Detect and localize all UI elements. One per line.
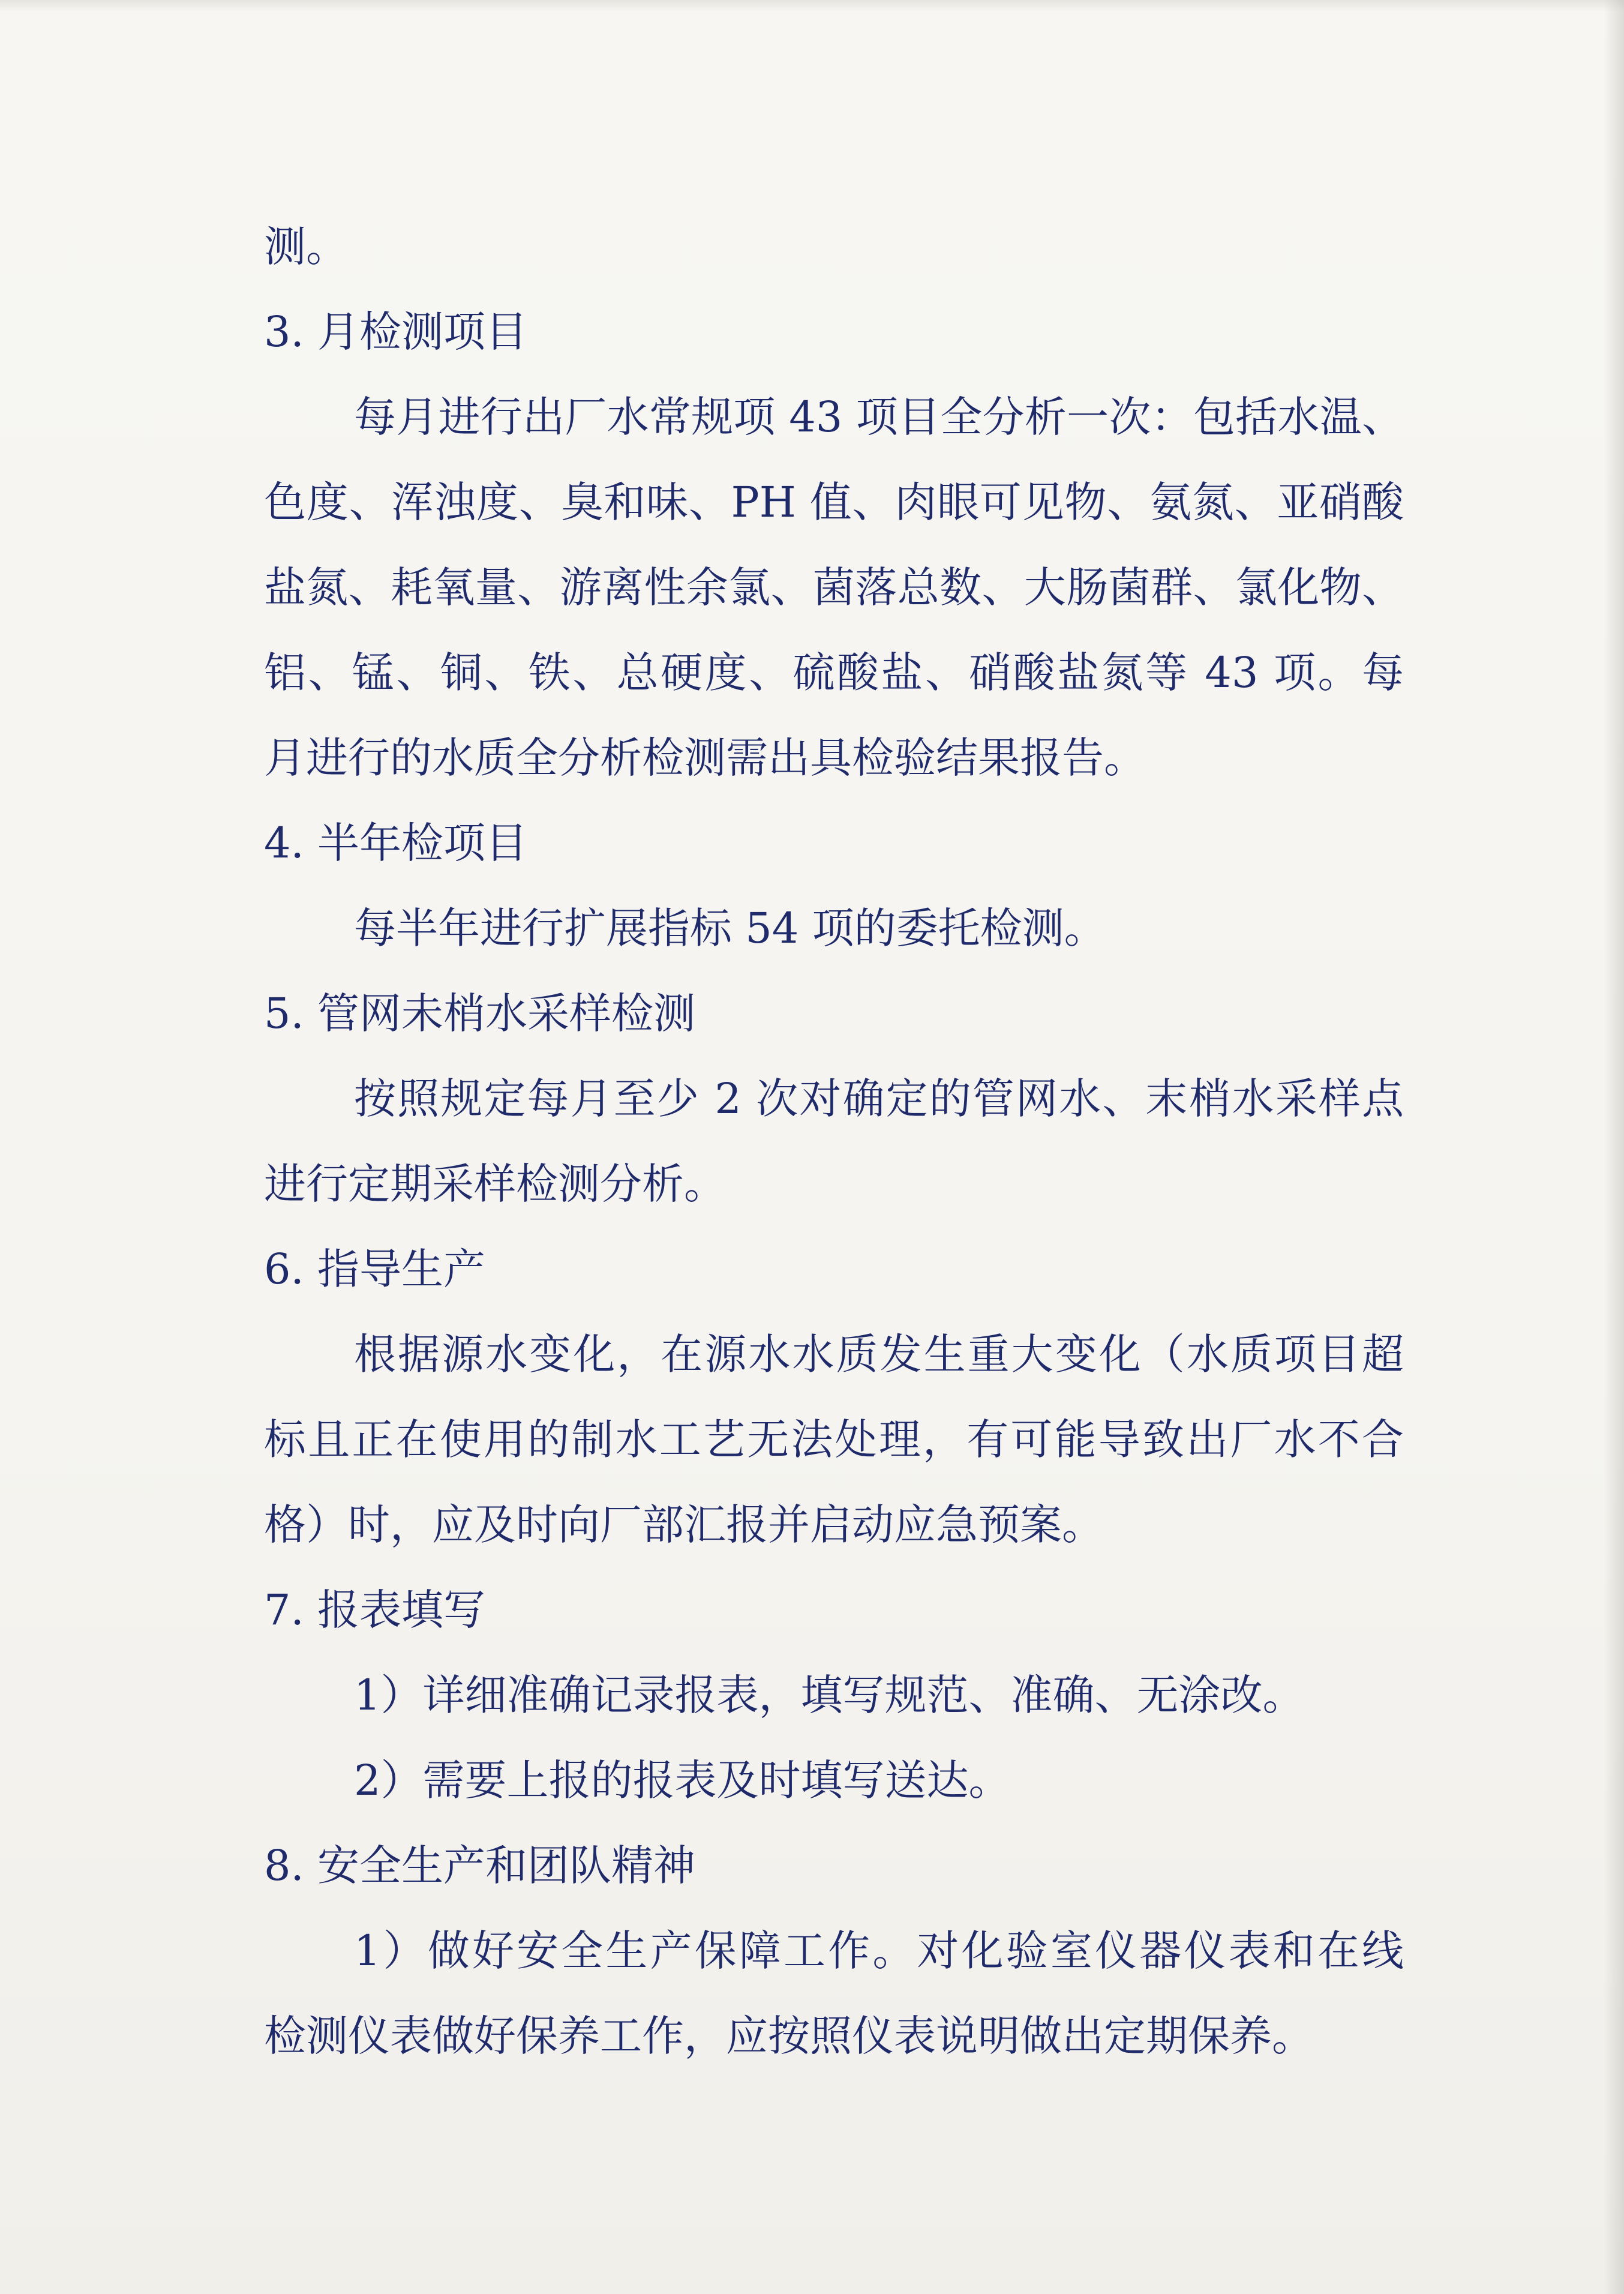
paragraph-line: 每月进行出厂水常规项 43 项目全分析一次：包括水温、 [354, 392, 1404, 442]
paragraph-line: 格）时，应及时向厂部汇报并启动应急预案。 [264, 1500, 1104, 1549]
paragraph-line: 铝、锰、铜、铁、总硬度、硫酸盐、硝酸盐氮等 43 项。每 [264, 648, 1404, 697]
paragraph-line: 检测仪表做好保养工作，应按照仪表说明做出定期保养。 [264, 2011, 1314, 2061]
document-body [264, 204, 1404, 2079]
page-top-shadow [0, 0, 1624, 12]
list-item: 2）需要上报的报表及时填写送达。 [354, 1756, 1011, 1805]
paragraph-line: 盐氮、耗氧量、游离性余氯、菌落总数、大肠菌群、氯化物、 [264, 563, 1404, 612]
paragraph-line: 色度、浑浊度、臭和味、PH 值、肉眼可见物、氨氮、亚硝酸 [264, 478, 1404, 527]
paragraph-line: 每半年进行扩展指标 54 项的委托检测。 [354, 904, 1106, 953]
section-heading-report-filling: 7. 报表填写 [264, 1585, 486, 1635]
page-right-shadow [1604, 0, 1624, 2294]
section-heading-network-sampling: 5. 管网未梢水采样检测 [264, 989, 696, 1038]
section-heading-half-year-tests: 4. 半年检项目 [264, 818, 528, 868]
section-heading-production-guidance: 6. 指导生产 [264, 1245, 486, 1294]
list-item: 1）做好安全生产保障工作。对化验室仪器仪表和在线 [354, 1926, 1404, 1975]
section-heading-monthly-tests: 3. 月检测项目 [264, 307, 528, 356]
list-item: 1）详细准确记录报表，填写规范、准确、无涂改。 [354, 1671, 1305, 1720]
paragraph-line: 标且正在使用的制水工艺无法处理，有可能导致出厂水不合 [264, 1415, 1404, 1464]
paragraph-line: 根据源水变化，在源水水质发生重大变化（水质项目超 [354, 1330, 1404, 1379]
paragraph-line: 按照规定每月至少 2 次对确定的管网水、末梢水采样点 [354, 1074, 1404, 1123]
text-line: 测。 [264, 222, 348, 271]
paragraph-line: 进行定期采样检测分析。 [264, 1159, 726, 1209]
section-heading-safety-teamwork: 8. 安全生产和团队精神 [264, 1841, 696, 1890]
paragraph-line: 月进行的水质全分析检测需出具检验结果报告。 [264, 733, 1146, 782]
